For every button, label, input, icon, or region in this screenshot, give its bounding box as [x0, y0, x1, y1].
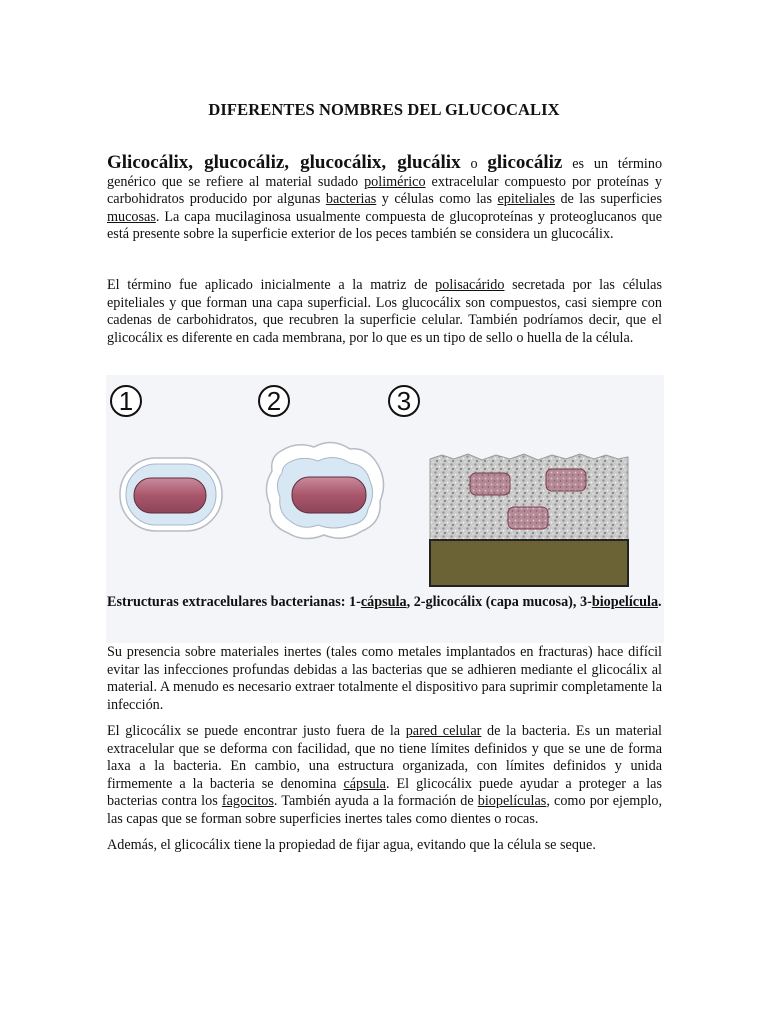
link-capsula-2[interactable]: cápsula: [343, 775, 386, 792]
caption-text: .: [658, 594, 662, 610]
term-glucocalix: glucocálix: [300, 152, 382, 173]
para4-text: . El glicocálix puede ayudar a proteger a las bacterias contra los: [107, 775, 662, 810]
term-glucalix: glucálix: [397, 152, 461, 173]
link-epiteliales[interactable]: epiteliales: [497, 191, 555, 208]
para4-text: El glicocálix se puede encontrar justo fuera de la: [107, 723, 406, 739]
figure-caption: [107, 592, 662, 612]
term-glicocaliz: glicocáliz: [487, 152, 563, 173]
label-1-text: 1: [118, 386, 134, 416]
paragraph-3: Su presencia sobre materiales inertes (tales como metales implantados en fracturas) hace difícil evitar las infecciones profundas debidas a las bacterias que se adhieren mediante el glicocálix al material. A menudo es necesario extraer totalmente el dispositivo para suprimir completamente la infección.: [107, 644, 662, 713]
paragraph-5: Además, el glicocálix tiene la propiedad de fijar agua, evitando que la célula se seque.: [107, 837, 596, 853]
label-3-text: 3: [396, 386, 412, 416]
page-title: DIFERENTES NOMBRES DEL GLUCOCALIX: [208, 100, 560, 119]
capsule-diagram: [120, 458, 222, 531]
link-fagocitos[interactable]: fagocitos: [221, 793, 274, 810]
biofilm-diagram: [430, 454, 628, 586]
link-polisacarido[interactable]: polisacárido: [435, 277, 505, 293]
link-pared-celular[interactable]: pared celular: [405, 723, 482, 739]
intro-text: y células como las: [376, 191, 498, 208]
para4-text: , como por ejemplo, las capas que se forman sobre superficies inertes tales como dientes o rocas.: [107, 793, 663, 827]
link-biopeliculas[interactable]: biopelículas: [477, 793, 547, 810]
intro-text: de las superficies: [554, 191, 662, 208]
term-glucocaliz: glucocáliz: [204, 152, 285, 173]
para4-text: . También ayuda a la formación de: [273, 793, 478, 810]
para2-text: secretada por las células epiteliales y que forman una capa superficial. Los glucocálix son compuestos, casi siempre con cadenas de carbohidratos, que recubren la superficie celular. También podríamos decir, que el glicocálix es diferente en cada membrana, por lo que es un tipo de sello o huella de la célula.: [107, 277, 662, 346]
term-glicocalix: Glicocálix: [107, 152, 189, 173]
intro-text: . La capa mucilaginosa usualmente compuesta de glucoproteínas y proteoglucanos que está presente sobre la superficie exterior de los peces también se considera un glucocálix.: [107, 208, 662, 243]
link-capsula[interactable]: cápsula: [360, 594, 407, 610]
para2-text: El término fue aplicado inicialmente a la matriz de: [107, 277, 436, 293]
para4-text: de la bacteria. Es un material extracelular que se deforma con facilidad, que no tiene límites definidos y que se une de forma laxa a la bacteria. En cambio, una estructura organizada, con límites definidos y unida firmemente a la bacteria se denomina: [107, 723, 662, 792]
paragraph-4: [107, 723, 662, 829]
intro-text: es un término genérico que se refiere al material sudado: [107, 156, 663, 190]
separator: ,: [381, 152, 398, 173]
link-polimerico[interactable]: polimérico: [364, 173, 426, 190]
link-biopelicula[interactable]: biopelícula: [591, 594, 659, 610]
link-bacterias[interactable]: bacterias: [325, 191, 377, 208]
intro-text: extracelular compuesto por proteínas y carbohidratos producido por algunas: [107, 173, 662, 208]
label-2: [259, 386, 289, 416]
separator: ,: [284, 152, 301, 173]
label-3: [389, 386, 419, 416]
conjunction: o: [460, 156, 488, 172]
slime-layer-diagram: [266, 442, 383, 538]
link-mucosas[interactable]: mucosas: [107, 208, 156, 225]
caption-text: , 2-glicocálix (capa mucosa), 3-: [406, 594, 592, 610]
label-1: [111, 386, 141, 416]
label-2-text: 2: [266, 386, 282, 416]
paragraph-2: [107, 277, 662, 347]
caption-text: Estructuras extracelulares bacterianas: 1-: [107, 594, 361, 610]
intro-paragraph: [107, 154, 662, 244]
separator: ,: [188, 152, 205, 173]
